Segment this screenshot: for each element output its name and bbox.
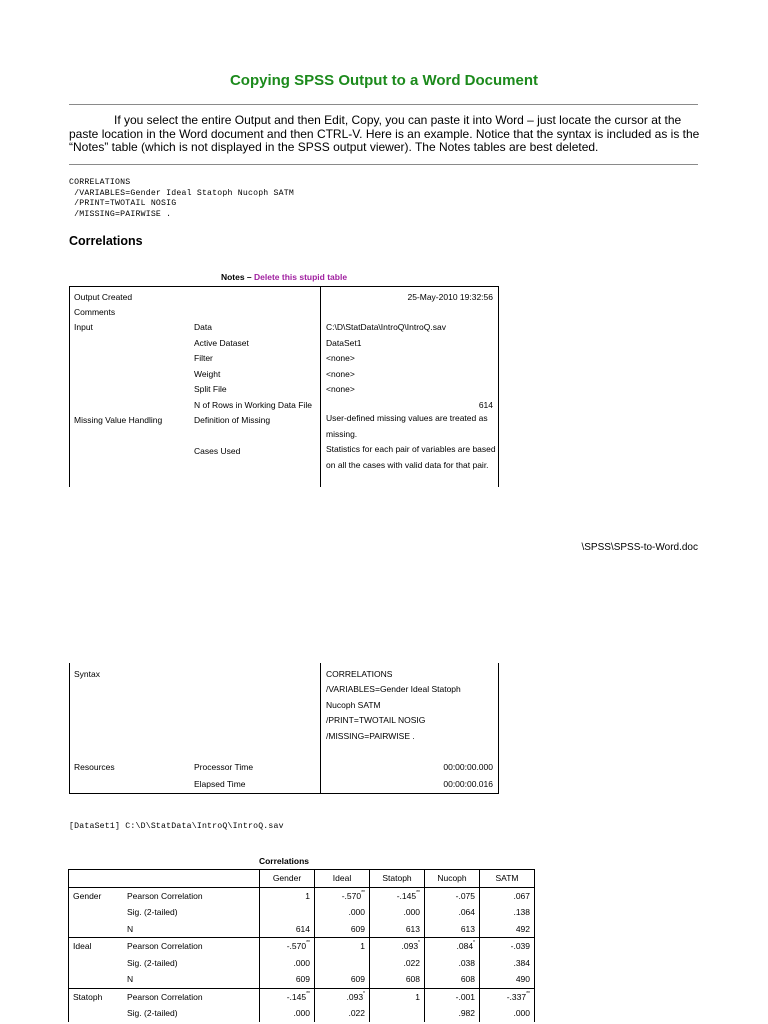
page-title: Copying SPSS Output to a Word Document xyxy=(229,72,539,89)
cases-used-label: Cases Used xyxy=(194,446,241,456)
table-cell xyxy=(315,971,370,988)
table-cell xyxy=(425,904,480,921)
cell-value: -.145 xyxy=(286,991,307,1002)
row-statistic: Sig. (2-tailed) xyxy=(127,907,178,918)
column-divider xyxy=(320,663,321,793)
table-cell xyxy=(315,955,370,972)
split-file-label: Split File xyxy=(194,384,227,394)
row-statistic: N xyxy=(127,923,134,934)
input-label: Input xyxy=(74,322,93,332)
notes-table-part2 xyxy=(69,663,499,794)
column-header: Gender xyxy=(260,870,315,888)
row-variable xyxy=(69,955,124,972)
cell-value: 613 xyxy=(460,923,475,934)
table-cell xyxy=(315,1005,370,1022)
cell-value: 1 xyxy=(360,941,365,952)
cell-value: 1 xyxy=(415,991,420,1002)
table-cell xyxy=(480,921,535,938)
correlations-caption: Correlations xyxy=(258,856,310,866)
cell-value: .064 xyxy=(458,907,475,918)
significance-marker: ** xyxy=(306,990,310,997)
notes-table-part1 xyxy=(69,286,499,487)
table-cell xyxy=(425,938,480,955)
definition-label: Definition of Missing xyxy=(194,415,271,425)
correlations-table xyxy=(68,869,535,1022)
notes-caption-label: Notes – xyxy=(220,272,255,282)
table-row xyxy=(69,921,535,938)
row-variable: Ideal xyxy=(69,938,124,955)
divider xyxy=(69,164,698,165)
table-cell xyxy=(260,938,315,955)
divider xyxy=(69,104,698,105)
table-row xyxy=(69,887,535,904)
syntax-label: Syntax xyxy=(74,669,100,679)
processor-time-label: Processor Time xyxy=(194,762,254,772)
active-dataset-label: Active Dataset xyxy=(194,338,249,348)
cell-value: .093 xyxy=(346,991,364,1002)
cell-value: -.001 xyxy=(455,991,475,1002)
active-dataset-value: DataSet1 xyxy=(326,338,362,348)
table-cell xyxy=(315,938,370,955)
cell-value: .000 xyxy=(348,907,365,918)
table-cell xyxy=(260,887,315,904)
significance-marker: * xyxy=(418,940,420,947)
row-variable: Statoph xyxy=(69,988,124,1005)
cell-value: 613 xyxy=(405,923,420,934)
notes-caption xyxy=(69,272,499,282)
table-cell xyxy=(260,988,315,1005)
cell-value: -.145 xyxy=(396,890,417,901)
cell-value: 614 xyxy=(295,923,310,934)
table-cell xyxy=(425,971,480,988)
row-variable xyxy=(69,1005,124,1022)
definition-value: User-defined missing values are treated as missing. xyxy=(326,413,488,439)
data-value: C:\D\StatData\IntroQ\IntroQ.sav xyxy=(326,322,446,332)
table-cell xyxy=(370,938,425,955)
table-row xyxy=(69,1005,535,1022)
cell-value: -.570 xyxy=(341,890,362,901)
cell-value: .384 xyxy=(513,957,530,968)
comments-label: Comments xyxy=(74,307,116,317)
row-statistic: N xyxy=(127,974,134,985)
syntax-line: /VARIABLES=Gender Ideal Statoph xyxy=(326,684,461,694)
table-cell xyxy=(370,988,425,1005)
table-cell xyxy=(425,1005,480,1022)
table-row xyxy=(69,938,535,955)
data-label: Data xyxy=(194,322,212,332)
cell-value: -.337 xyxy=(506,991,527,1002)
table-cell xyxy=(425,955,480,972)
row-statistic: Sig. (2-tailed) xyxy=(127,1008,178,1019)
cell-value: .000 xyxy=(293,957,310,968)
table-cell xyxy=(480,988,535,1005)
table-cell xyxy=(315,904,370,921)
row-variable: Gender xyxy=(69,887,124,904)
table-cell xyxy=(425,887,480,904)
cell-value: .000 xyxy=(403,907,420,918)
row-variable xyxy=(69,971,124,988)
row-statistic: Pearson Correlation xyxy=(123,887,260,904)
cell-value: 490 xyxy=(515,974,530,985)
column-divider xyxy=(320,287,321,487)
significance-marker: ** xyxy=(416,889,420,896)
cell-value: .138 xyxy=(513,907,530,918)
dataset-line: [DataSet1] C:\D\StatData\IntroQ\IntroQ.sav xyxy=(69,822,284,831)
table-cell xyxy=(370,887,425,904)
elapsed-time-value: 00:00:00.016 xyxy=(443,779,493,789)
cell-value: -.039 xyxy=(510,941,530,952)
resources-label: Resources xyxy=(74,762,115,772)
n-rows-label: N of Rows in Working Data File xyxy=(194,400,312,410)
syntax-line: /PRINT=TWOTAIL NOSIG xyxy=(326,715,426,725)
cell-value: .093 xyxy=(401,941,419,952)
table-row xyxy=(69,955,535,972)
column-header: Nucoph xyxy=(425,870,480,888)
cell-value: 492 xyxy=(515,923,530,934)
section-heading: Correlations xyxy=(69,234,143,248)
cases-used-value: Statistics for each pair of variables are based on all the cases with valid data for that pair. xyxy=(326,444,496,470)
syntax-line: Nucoph SATM xyxy=(326,700,381,710)
table-cell xyxy=(480,938,535,955)
syntax-line: /MISSING=PAIRWISE . xyxy=(326,731,415,741)
output-created-label: Output Created xyxy=(74,292,133,302)
table-cell xyxy=(260,955,315,972)
cell-value: .982 xyxy=(458,1008,475,1019)
table-cell xyxy=(370,904,425,921)
table-cell xyxy=(370,955,425,972)
column-header: Statoph xyxy=(370,870,425,888)
split-file-value: <none> xyxy=(326,384,355,394)
elapsed-time-label: Elapsed Time xyxy=(194,779,246,789)
missing-label: Missing Value Handling xyxy=(74,415,163,425)
cell-value: 608 xyxy=(460,974,475,985)
cell-value: .038 xyxy=(458,957,475,968)
table-cell xyxy=(260,1005,315,1022)
cell-value: 609 xyxy=(350,923,365,934)
column-header: Ideal xyxy=(315,870,370,888)
file-path: \SPSS\SPSS-to-Word.doc xyxy=(581,542,698,553)
cell-value: -.075 xyxy=(455,890,475,901)
table-cell xyxy=(480,971,535,988)
table-cell xyxy=(260,921,315,938)
weight-value: <none> xyxy=(326,369,355,379)
cell-value: 609 xyxy=(350,974,365,985)
table-cell xyxy=(315,921,370,938)
table-cell xyxy=(260,904,315,921)
table-cell xyxy=(370,921,425,938)
filter-value: <none> xyxy=(326,353,355,363)
table-cell xyxy=(370,1005,425,1022)
syntax-block: CORRELATIONS /VARIABLES=Gender Ideal Statoph Nucoph SATM /PRINT=TWOTAIL NOSIG /MISSING=PAIRWISE . xyxy=(69,178,294,219)
syntax-line: CORRELATIONS xyxy=(326,669,393,679)
output-created-value: 25-May-2010 19:32:56 xyxy=(407,292,493,302)
n-rows-value: 614 xyxy=(478,400,493,410)
significance-marker: * xyxy=(473,940,475,947)
notes-caption-highlight: Delete this stupid table xyxy=(254,272,348,282)
row-statistic: Pearson Correlation xyxy=(123,988,260,1005)
row-statistic: Sig. (2-tailed) xyxy=(127,957,178,968)
cell-value: .022 xyxy=(403,957,420,968)
table-cell xyxy=(425,988,480,1005)
intro-paragraph: If you select the entire Output and then Edit, Copy, you can paste it into Word – just locate the cursor at the paste location in the Word document and then CTRL-V. Here is an example. Notice that the syntax is included as is the “Notes” table (which is not displayed in the SPSS output viewer). The Notes tables are best deleted. xyxy=(69,113,700,154)
table-cell xyxy=(425,921,480,938)
significance-marker: ** xyxy=(306,940,310,947)
table-cell xyxy=(480,887,535,904)
cell-value: .000 xyxy=(293,1008,310,1019)
table-cell xyxy=(480,955,535,972)
processor-time-value: 00:00:00.000 xyxy=(443,762,493,772)
cell-value: 1 xyxy=(305,890,310,901)
cell-value: 609 xyxy=(295,974,310,985)
table-cell xyxy=(480,1005,535,1022)
table-row xyxy=(69,971,535,988)
table-cell xyxy=(260,971,315,988)
cell-value: -.570 xyxy=(286,941,307,952)
table-row xyxy=(69,904,535,921)
table-cell xyxy=(315,887,370,904)
header-row xyxy=(69,870,535,888)
row-variable xyxy=(69,921,124,938)
significance-marker: * xyxy=(363,990,365,997)
cell-value: 608 xyxy=(405,974,420,985)
header-blank xyxy=(123,870,260,888)
cell-value: .022 xyxy=(348,1008,365,1019)
column-header: SATM xyxy=(480,870,535,888)
weight-label: Weight xyxy=(194,369,221,379)
row-statistic: Pearson Correlation xyxy=(123,938,260,955)
table-cell xyxy=(370,971,425,988)
header-blank xyxy=(69,870,124,888)
filter-label: Filter xyxy=(194,353,213,363)
significance-marker: ** xyxy=(526,990,530,997)
table-cell xyxy=(315,988,370,1005)
significance-marker: ** xyxy=(361,889,365,896)
cell-value: .000 xyxy=(513,1008,530,1019)
cell-value: .067 xyxy=(513,890,530,901)
cell-value: .084 xyxy=(456,941,474,952)
table-cell xyxy=(480,904,535,921)
table-row xyxy=(69,988,535,1005)
row-variable xyxy=(69,904,124,921)
